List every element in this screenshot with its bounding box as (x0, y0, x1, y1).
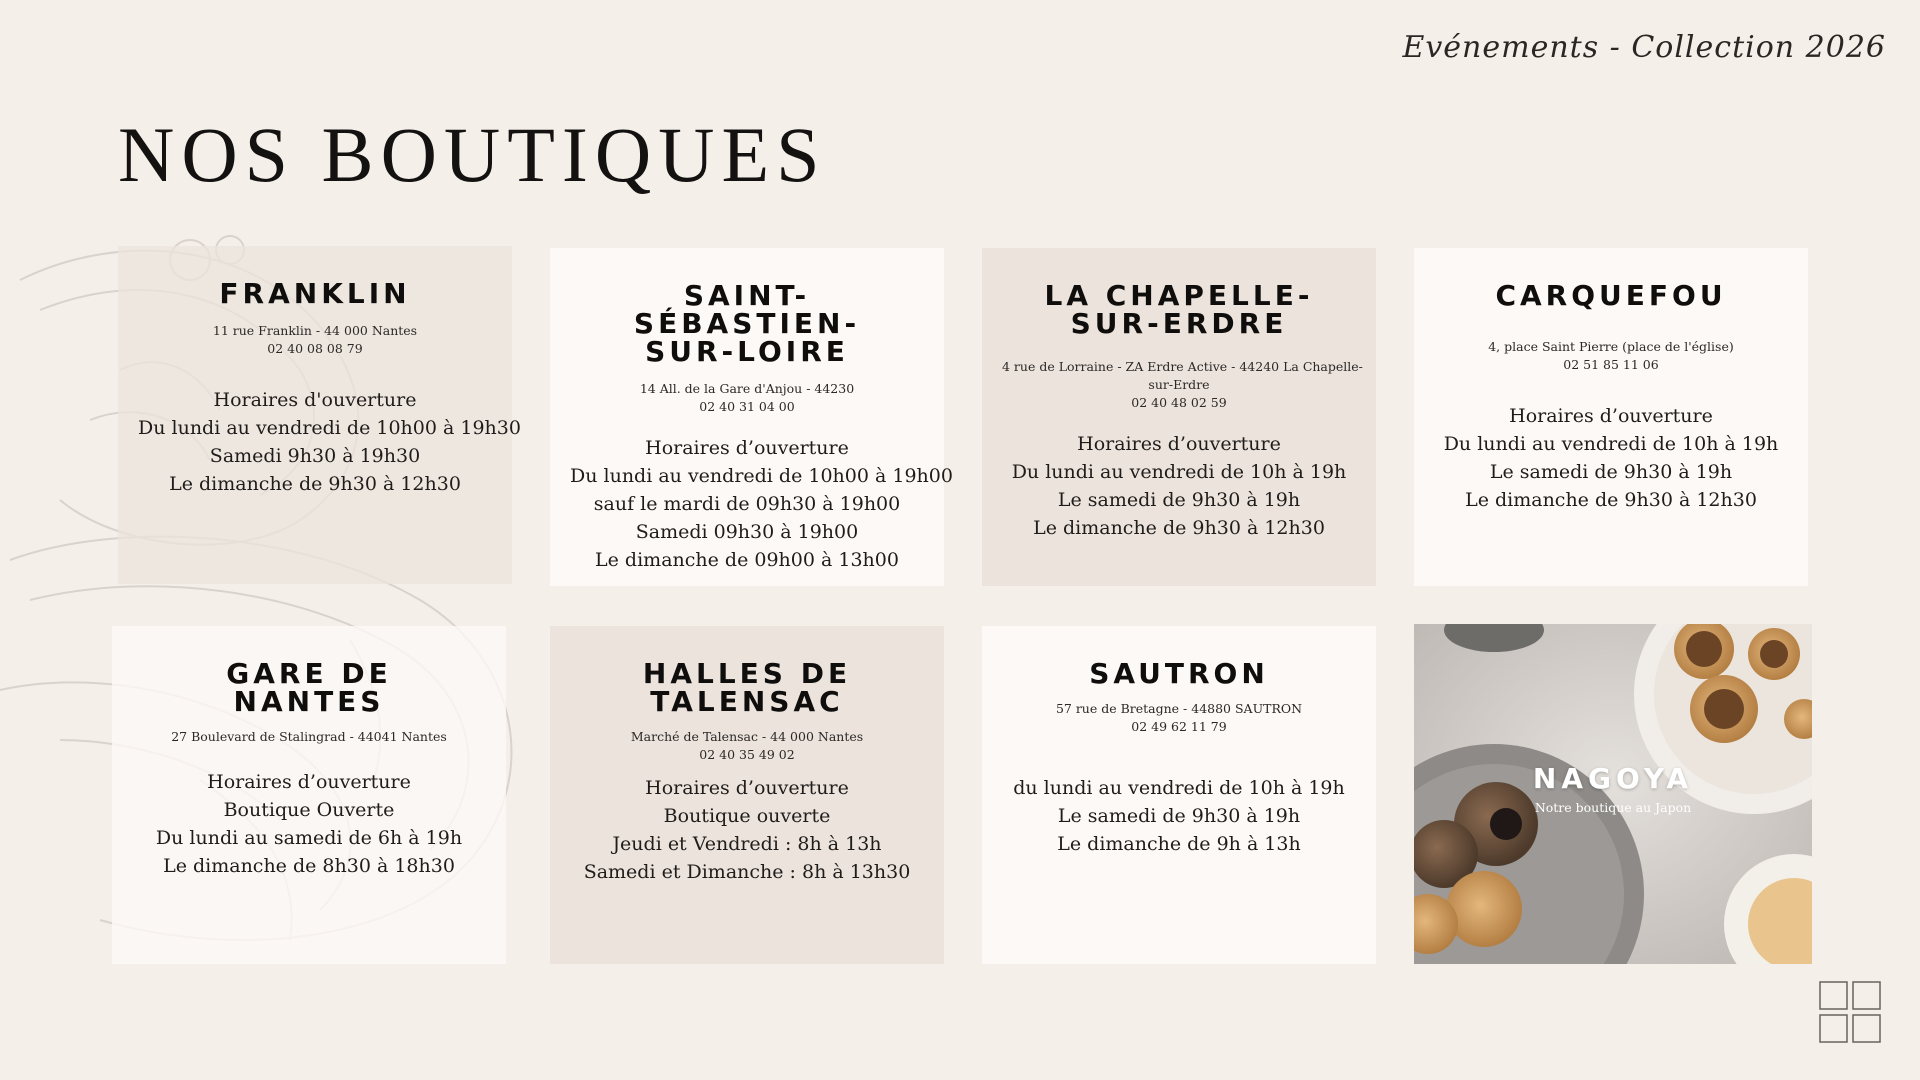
hours-line: Horaires d’ouverture (645, 777, 849, 799)
address-line: 57 rue de Bretagne - 44880 SAUTRON (1055, 701, 1303, 716)
store-address (138, 322, 492, 358)
store-address (570, 728, 924, 764)
hours-line: Le dimanche de 9h30 à 12h30 (1033, 517, 1325, 539)
address-line: Marché de Talensac - 44 000 Nantes (630, 729, 864, 744)
featured-store-card-nagoya[interactable] (1414, 624, 1812, 964)
store-name: SAUTRON (1089, 657, 1269, 690)
store-name: CARQUEFOU (1495, 279, 1727, 312)
hours-line: Le samedi de 9h30 à 19h (1057, 489, 1301, 511)
hours-line: Boutique Ouverte (223, 799, 395, 821)
hours-line: Le dimanche de 9h à 13h (1057, 833, 1301, 855)
phone-line: 02 40 48 02 59 (1131, 395, 1227, 410)
store-address (570, 380, 924, 416)
hours-line: Du lundi au vendredi de 10h00 à 19h00 (570, 465, 953, 487)
store-name: FRANKLIN (219, 277, 411, 310)
collection-label: Evénements - Collection 2026 (1402, 30, 1886, 65)
page-title: NOS BOUTIQUES (118, 111, 827, 198)
phone-line: 02 40 31 04 00 (699, 399, 795, 414)
hours-line: Le dimanche de 09h00 à 13h00 (595, 549, 899, 571)
store-hours (1002, 430, 1356, 542)
hours-line: Jeudi et Vendredi : 8h à 13h (612, 833, 882, 855)
store-card-saint-sebastien[interactable] (550, 248, 953, 586)
store-hours (570, 434, 953, 574)
hours-line: Le samedi de 9h30 à 19h (1489, 461, 1733, 483)
store-hours (1434, 402, 1788, 514)
address-line: 11 rue Franklin - 44 000 Nantes (212, 323, 418, 338)
store-address (1002, 358, 1363, 412)
hours-line: Horaires d’ouverture (207, 771, 411, 793)
store-card-halles-de-talensac[interactable] (550, 626, 944, 964)
address-line: 14 All. de la Gare d'Anjou - 44230 (639, 381, 855, 396)
grid-icon[interactable] (1818, 980, 1882, 1044)
store-hours (138, 386, 521, 498)
store-card-gare-de-nantes[interactable] (112, 626, 506, 964)
address-line: 4 rue de Lorraine - ZA Erdre Active - 44240 La Chapelle- (1002, 359, 1363, 374)
hours-line: Horaires d'ouverture (213, 389, 417, 411)
store-hours (570, 774, 924, 886)
store-card-la-chapelle[interactable] (982, 248, 1376, 586)
phone-line: 02 40 35 49 02 (699, 747, 795, 762)
phone-line: 02 49 62 11 79 (1131, 719, 1227, 734)
hours-line: Du lundi au samedi de 6h à 19h (155, 827, 463, 849)
featured-store-name: NAGOYA (1532, 762, 1694, 795)
hours-line: Boutique ouverte (663, 805, 831, 827)
hours-line: Horaires d’ouverture (1509, 405, 1713, 427)
hours-line: du lundi au vendredi de 10h à 19h (1013, 777, 1345, 799)
store-address (132, 728, 486, 746)
store-card-sautron[interactable] (982, 626, 1376, 964)
store-name: SAINT- SÉBASTIEN- SUR-LOIRE (633, 279, 861, 368)
featured-store-subtitle: Notre boutique au Japon (1534, 800, 1692, 815)
hours-line: Samedi 09h30 à 19h00 (635, 521, 859, 543)
hours-line: Du lundi au vendredi de 10h à 19h (1443, 433, 1779, 455)
store-address (1002, 700, 1356, 736)
hours-line: Du lundi au vendredi de 10h à 19h (1011, 461, 1347, 483)
phone-line: 02 40 08 08 79 (267, 341, 363, 356)
address-line: 27 Boulevard de Stalingrad - 44041 Nantes (171, 729, 447, 744)
address-line: 4, place Saint Pierre (place de l'église) (1488, 339, 1734, 354)
hours-line: Le samedi de 9h30 à 19h (1057, 805, 1301, 827)
hours-line: Samedi 9h30 à 19h30 (209, 445, 421, 467)
store-name: LA CHAPELLE- SUR-ERDRE (1044, 279, 1314, 340)
store-card-franklin[interactable] (118, 246, 521, 584)
hours-line: Samedi et Dimanche : 8h à 13h30 (583, 861, 911, 883)
store-hours (132, 768, 486, 880)
phone-line: 02 51 85 11 06 (1563, 357, 1659, 372)
hours-line: Du lundi au vendredi de 10h00 à 19h30 (138, 417, 521, 439)
store-name: HALLES DE TALENSAC (642, 657, 852, 718)
hours-line: Le dimanche de 8h30 à 18h30 (163, 855, 455, 877)
store-card-carquefou[interactable] (1414, 248, 1808, 586)
store-name: GARE DE NANTES (226, 657, 392, 718)
hours-line: Le dimanche de 9h30 à 12h30 (169, 473, 461, 495)
store-hours (1002, 774, 1356, 858)
hours-line: Horaires d’ouverture (1077, 433, 1281, 455)
address-line: sur-Erdre (1148, 377, 1210, 392)
hours-line: Le dimanche de 9h30 à 12h30 (1465, 489, 1757, 511)
store-address (1434, 338, 1788, 374)
hours-line: sauf le mardi de 09h30 à 19h00 (593, 493, 901, 515)
hours-line: Horaires d’ouverture (645, 437, 849, 459)
